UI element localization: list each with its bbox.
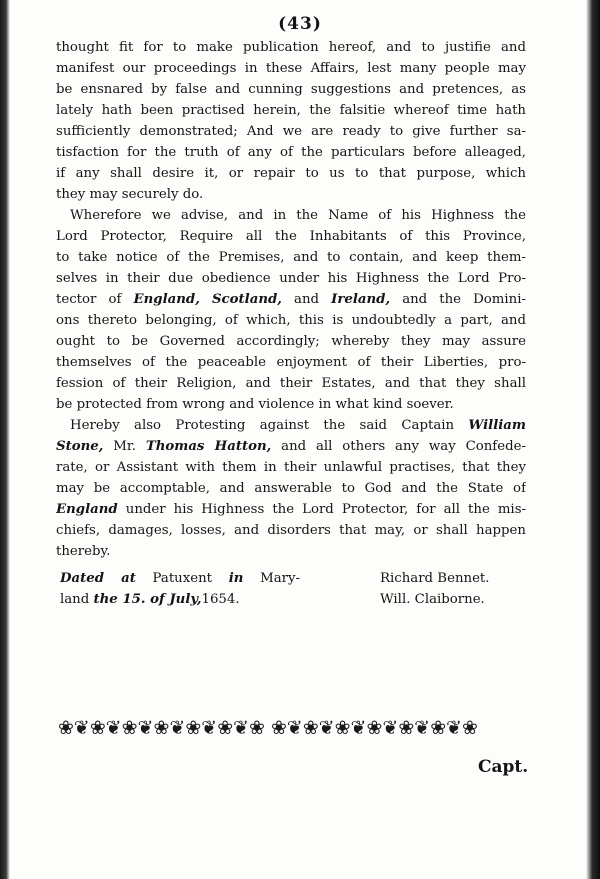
text-line <box>56 289 526 310</box>
place-name: England <box>56 502 118 517</box>
place-name: Mary- <box>260 571 300 586</box>
text-line: themselves of the peaceable enjoyment of their Liberties, pro- <box>56 355 526 370</box>
text-line: ons thereto belonging, of which, this is undoubtedly a part, and <box>56 313 526 328</box>
catchword: Capt. <box>478 757 529 777</box>
text-fragment: and all others any way Confede- <box>281 439 526 454</box>
place-name: Scotland, <box>211 292 282 307</box>
body-text <box>56 37 526 562</box>
year-text: 1654. <box>201 592 240 607</box>
text-fragment: in <box>228 571 244 586</box>
text-line: ought to be Governed accordingly; whereby they may assure <box>56 334 526 349</box>
text-line: to take notice of the Premises, and to contain, and keep them- <box>56 250 526 265</box>
text-line: fession of their Religion, and their Estates, and that they shall <box>56 376 526 391</box>
dateline <box>60 568 300 610</box>
text-line: they may securely do. <box>56 187 204 202</box>
text-line: be protected from wrong and violence in what kind soever. <box>56 397 454 412</box>
text-fragment: tector of <box>56 292 122 307</box>
text-line: chiefs, damages, losses, and disorders that may, or shall happen <box>56 523 526 538</box>
person-name: William <box>468 418 526 433</box>
text-fragment: under his Highness the Lord Protector, for all the mis- <box>125 502 526 517</box>
place-name: England, <box>133 292 200 307</box>
page-number: (43) <box>278 14 322 34</box>
text-line: if any shall desire it, or repair to us to that purpose, which <box>56 166 526 181</box>
dateline-line <box>60 589 300 610</box>
text-line <box>56 415 526 436</box>
text-fragment: and <box>294 292 320 307</box>
signer-name: Will. Claiborne. <box>380 592 485 607</box>
page-edge-right <box>586 0 600 879</box>
text-line: manifest our proceedings in these Affairs, lest many people may <box>56 61 526 76</box>
text-line: Lord Protector, Require all the Inhabitants of this Province, <box>56 229 526 244</box>
text-line: tisfaction for the truth of any of the particulars before alleaged, <box>56 145 526 160</box>
page-edge-left <box>0 0 10 879</box>
place-name: land <box>60 592 90 607</box>
text-line: may be accomptable, and answerable to God and the State of <box>56 481 526 496</box>
text-fragment: Mr. <box>113 439 136 454</box>
text-line: rate, or Assistant with them in their unlawful practises, that they <box>56 460 526 475</box>
text-fragment: and the Domini- <box>402 292 526 307</box>
text-line: thereby. <box>56 544 111 559</box>
text-line: be ensnared by false and cunning suggestions and pretences, as <box>56 82 526 97</box>
place-name: Patuxent <box>152 571 213 586</box>
person-name: Thomas Hatton, <box>145 439 272 454</box>
text-fragment: Hereby also Protesting against the said Captain <box>70 418 455 433</box>
text-fragment: Dated at <box>60 571 136 586</box>
fleuron-ornament-band: ❀❦❀❦❀❦❀❦❀❦❀❦❀ ❀❦❀❦❀❦❀❦❀❦❀❦❀ <box>58 717 478 739</box>
date-text: the 15. of July, <box>93 592 202 607</box>
text-line <box>56 436 526 457</box>
signer-name: Richard Bennet. <box>380 571 490 586</box>
text-line <box>56 499 526 520</box>
text-line: selves in their due obedience under his Highness the Lord Pro- <box>56 271 526 286</box>
text-line: thought fit for to make publication hereof, and to justifie and <box>56 40 526 55</box>
place-name: Ireland, <box>331 292 391 307</box>
signatories <box>380 568 540 610</box>
text-line: sufficiently demonstrated; And we are ready to give further sa- <box>56 124 526 139</box>
text-line: lately hath been practised herein, the falsitie whereof time hath <box>56 103 526 118</box>
dateline-line <box>60 568 300 589</box>
text-line: Wherefore we advise, and in the Name of his Highness the <box>70 208 526 223</box>
person-name: Stone, <box>56 439 104 454</box>
